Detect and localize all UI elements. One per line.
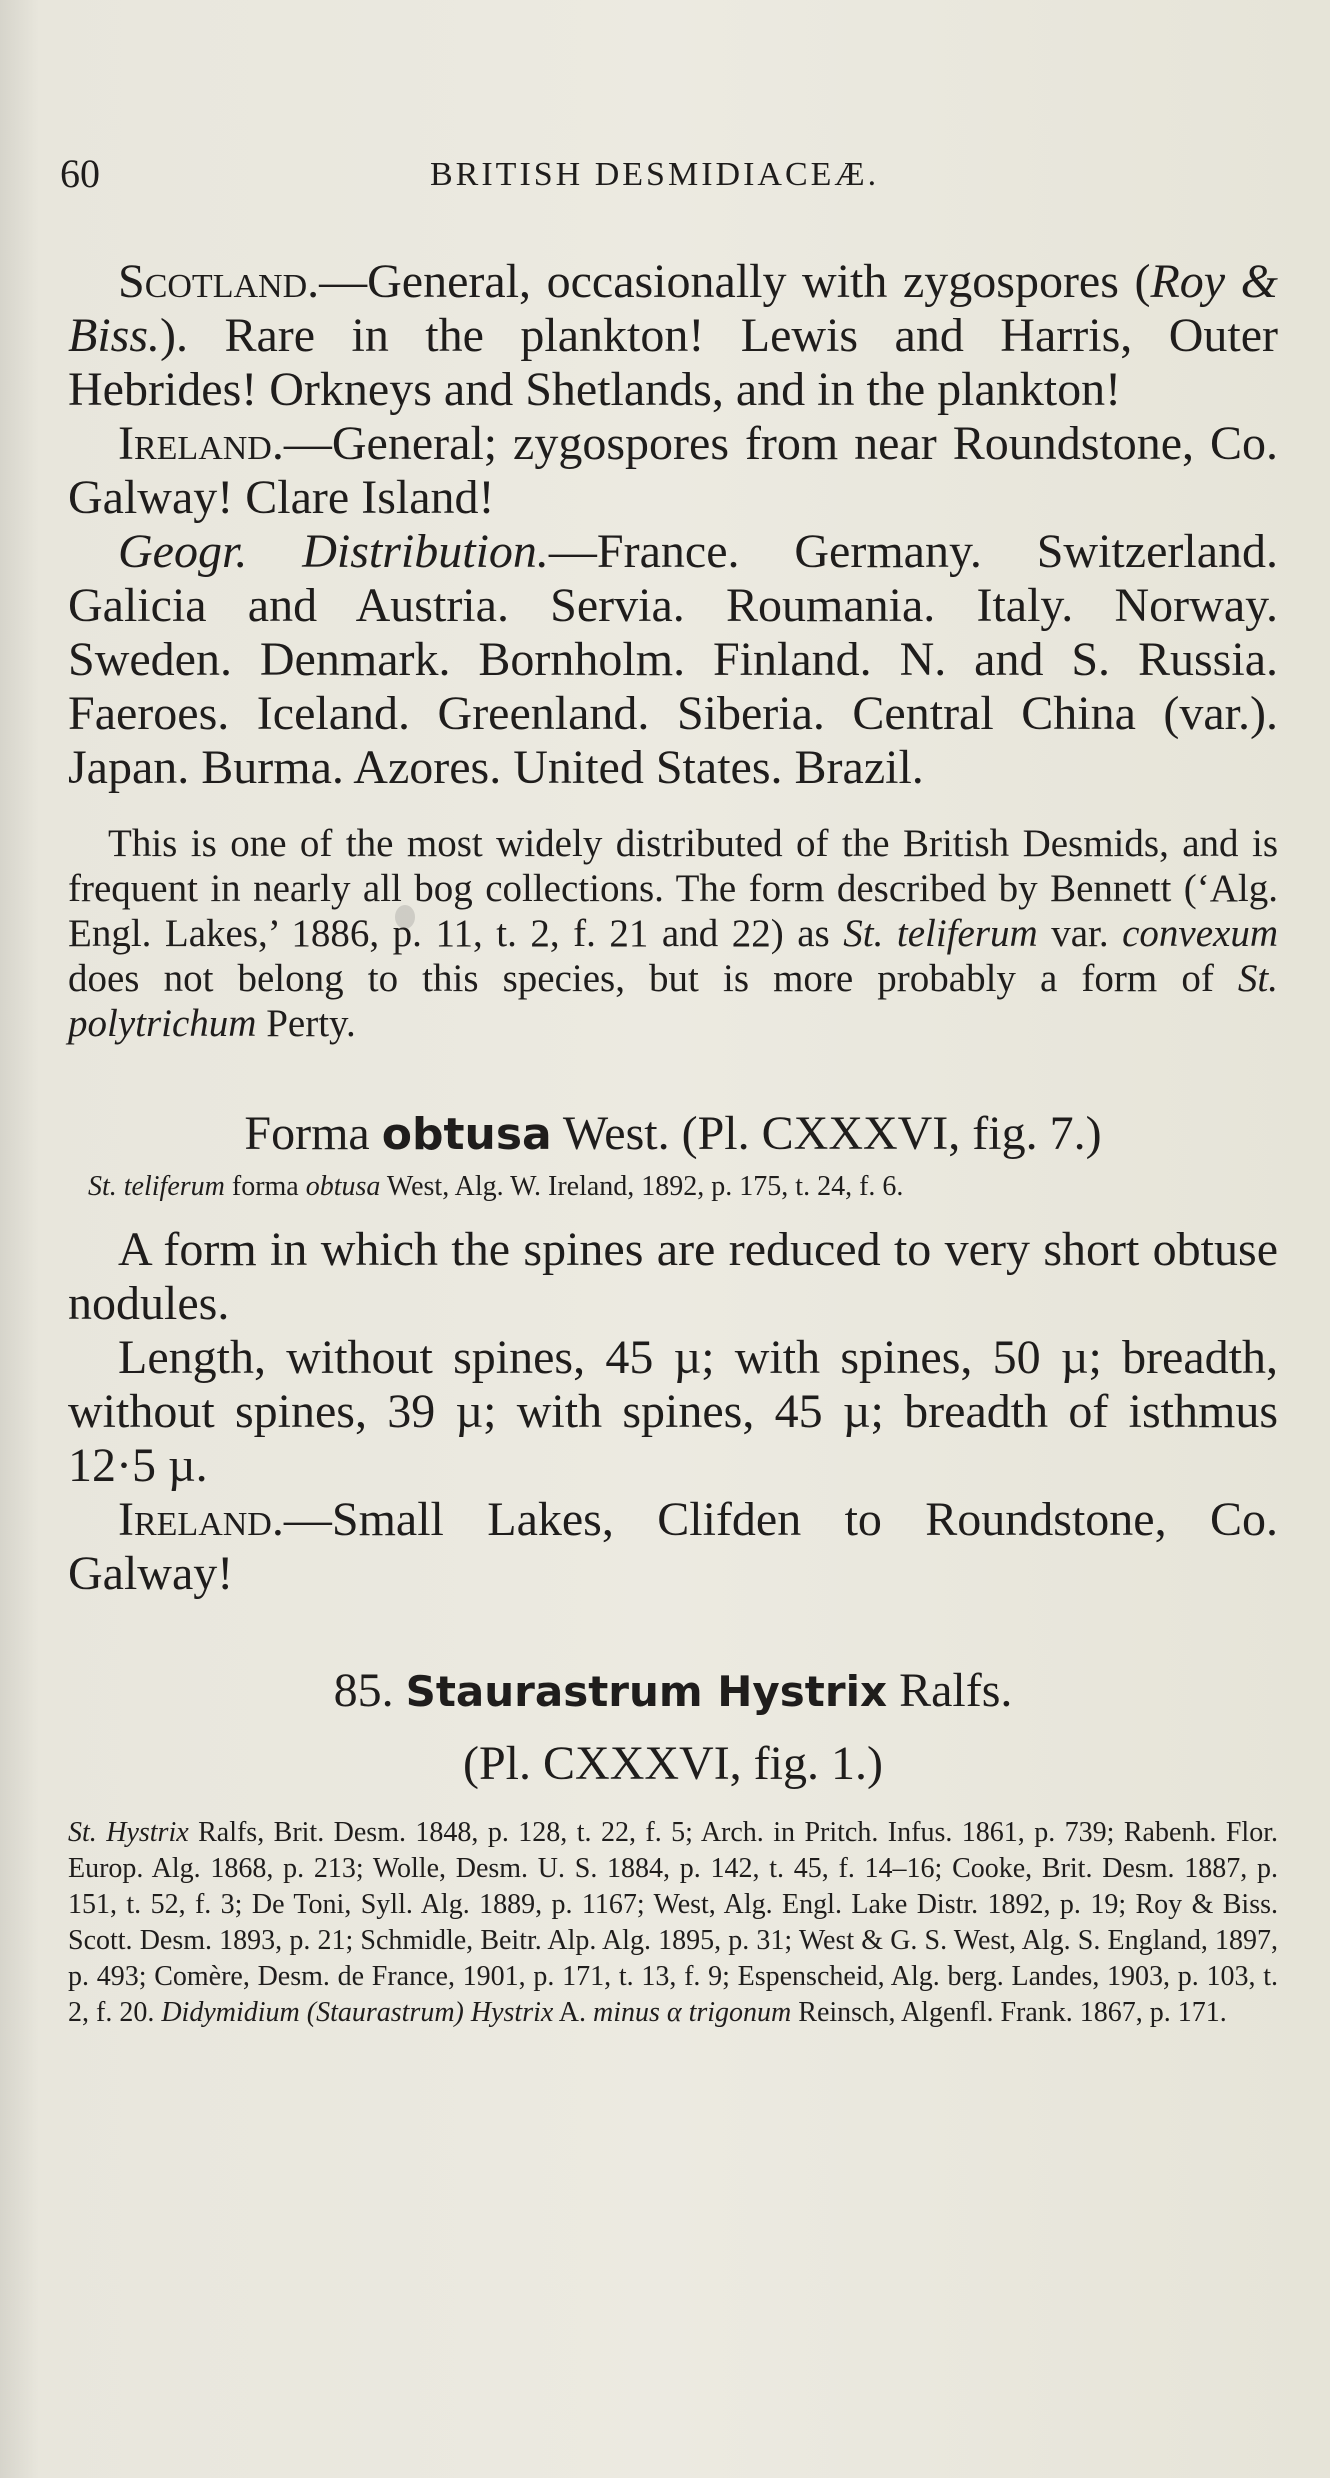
forma-syn-citation: West, Alg. W. Ireland, 1892, p. 175, t. 24, f. 6. xyxy=(380,1171,904,1202)
refs-taxon-1: St. Hystrix xyxy=(68,1817,189,1848)
forma-ireland-label: Ireland. xyxy=(118,1493,284,1546)
ireland-paragraph xyxy=(68,417,1278,525)
distribution-paragraph xyxy=(68,525,1278,795)
forma-plate: West. (Pl. CXXXVI, fig. 7.) xyxy=(551,1107,1102,1160)
species-author: Ralfs. xyxy=(887,1664,1013,1717)
species-number: 85. xyxy=(333,1664,406,1717)
note-text-1: This is one of the most widely distributed of the British Desmids, and is frequent in nearly all bog collections. The form described by Bennett (‘Alg. Engl. Lakes,’ 1886, p. 11, t. 2, f. 21 and 22) as xyxy=(68,822,1278,955)
forma-syn-text: forma xyxy=(224,1171,306,1202)
note-taxon-2: convexum xyxy=(1122,912,1279,955)
note-paragraph xyxy=(68,821,1278,1046)
species-heading xyxy=(68,1663,1278,1718)
scotland-label: Scotland. xyxy=(118,255,320,308)
distribution-text: —France. Germany. Switzerland. Galicia and Austria. Servia. Roumania. Italy. Norway. Sweden. Denmark. Bornholm. Finland. N. and S. Russia. Faeroes. Iceland. Greenland. Siberia. Central China (var.). Japan. Burma. Azores. United States. Brazil. xyxy=(68,525,1278,794)
species-references xyxy=(68,1815,1278,2031)
ireland-label: Ireland. xyxy=(118,417,284,470)
refs-taxon-2: Didymidium (Staurastrum) Hystrix xyxy=(161,1997,554,2028)
page-gutter-shadow xyxy=(0,0,40,2478)
forma-ireland xyxy=(68,1493,1278,1601)
distribution-label: Geogr. Distribution. xyxy=(118,525,549,578)
scotland-paragraph xyxy=(68,255,1278,417)
note-taxon-1: St. teliferum xyxy=(843,912,1038,955)
note-text-3: does not belong to this species, but is more probably a form of xyxy=(68,957,1238,1000)
ireland-text: —General; zygospores from near Roundstone, Co. Galway! Clare Island! xyxy=(68,417,1278,524)
forma-dimensions: Length, without spines, 45 µ; with spines, 50 µ; breadth, without spines, 39 µ; with spines, 45 µ; breadth of isthmus 12·5 µ. xyxy=(68,1331,1278,1492)
forma-heading xyxy=(68,1106,1278,1161)
forma-syn-taxon-2: obtusa xyxy=(305,1171,381,1202)
scotland-text-rest: ). Rare in the plankton! Lewis and Harris, Outer Hebrides! Orkneys and Shetlands, and in the plankton! xyxy=(68,309,1278,416)
species-plate: (Pl. CXXXVI, fig. 1.) xyxy=(463,1737,883,1790)
page-number: 60 xyxy=(60,151,100,196)
note-text-2: var. xyxy=(1037,912,1123,955)
refs-text-1: Ralfs, Brit. Desm. 1848, p. 128, t. 22, f. 5; Arch. in Pritch. Infus. 1861, p. 739; Rabenh. Flor. Europ. Alg. 1868, p. 213; Wolle, Desm. U. S. 1884, p. 142, t. 45, f. 14–16; Cooke, Brit. Desm. 1887, p. 151, t. 52, f. 3; De Toni, Syll. Alg. 1889, p. 1167; West, Alg. Engl. Lake Distr. 1892, p. 19; Roy & Biss. Scott. Desm. 1893, p. 21; Schmidle, Beitr. Alp. Alg. 1895, p. 31; West & G. S. West, Alg. S. England, 1897, p. 493; Comère, Desm. de France, 1901, p. 171, t. 13, f. 9; Espenscheid, Alg. berg. Landes, 1903, p. 103, t. 2, f. 20. xyxy=(68,1817,1278,2028)
scotland-authority: Roy & Biss. xyxy=(68,255,1278,362)
species-name: Staurastrum Hystrix xyxy=(405,1667,888,1716)
forma-synonymy xyxy=(88,1171,1278,1203)
refs-text-3: Reinsch, Algenfl. Frank. 1867, p. 171. xyxy=(791,1997,1227,2028)
page-body xyxy=(68,255,1278,2031)
forma-ireland-text: —Small Lakes, Clifden to Roundstone, Co. Galway! xyxy=(68,1493,1278,1600)
note-text-4: Perty. xyxy=(256,1002,356,1045)
forma-description: A form in which the spines are reduced to very short obtuse nodules. xyxy=(68,1223,1278,1330)
running-title: BRITISH DESMIDIACEÆ. xyxy=(430,156,880,193)
forma-name: obtusa xyxy=(381,1109,552,1160)
note-taxon-3: St. polytrichum xyxy=(68,957,1278,1045)
page-header xyxy=(60,150,1260,200)
refs-taxon-3: minus α trigonum xyxy=(593,1997,792,2028)
scotland-text: —General, occasionally with zygospores ( xyxy=(319,255,1151,308)
forma-prefix: Forma xyxy=(244,1107,382,1160)
forma-syn-taxon: St. teliferum xyxy=(88,1171,225,1202)
refs-text-2: A. xyxy=(553,1997,593,2028)
